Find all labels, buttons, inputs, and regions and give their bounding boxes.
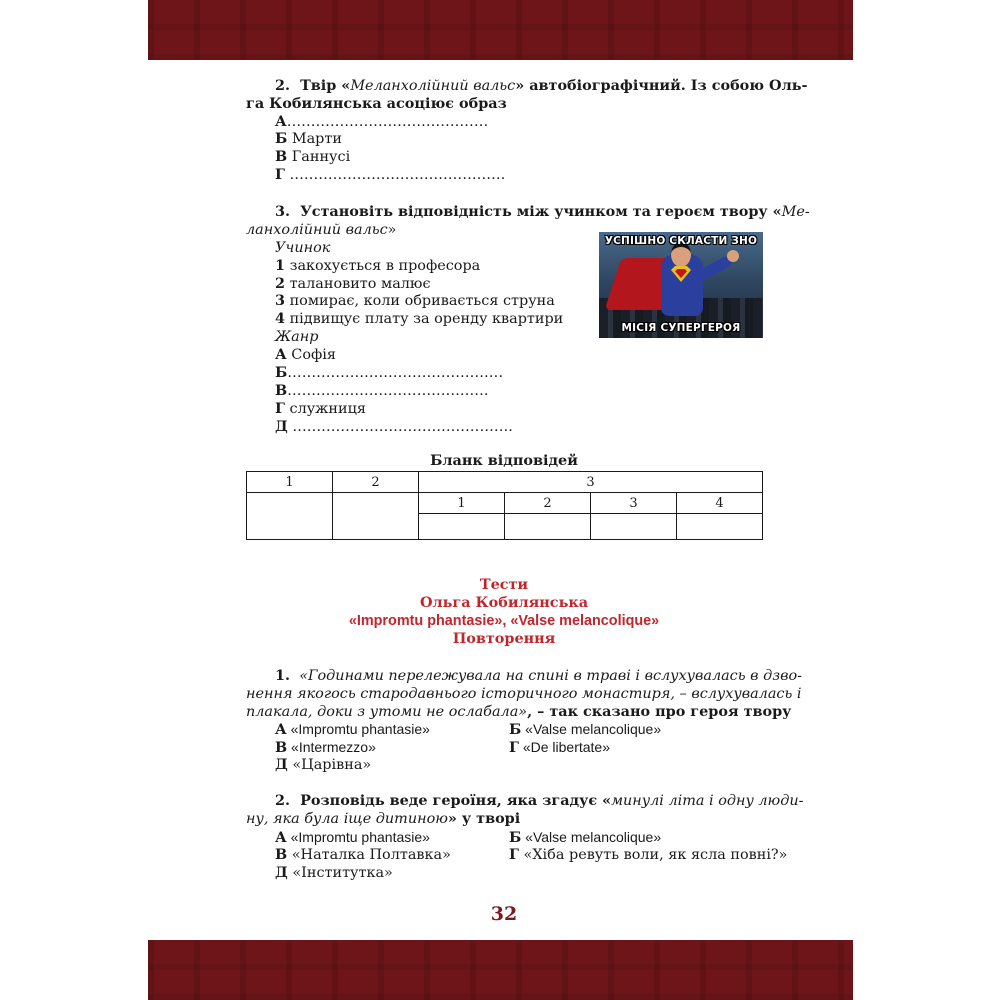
top-decorative-band	[148, 0, 853, 60]
page-number: 32	[490, 903, 518, 925]
q3-answer-c: В……………………………………	[275, 382, 489, 399]
section-subtitle: Повторення	[452, 630, 556, 647]
q3-column-label-genre: Жанр	[275, 329, 319, 345]
q3-item-1: 1 закохується в професора	[275, 257, 481, 274]
q3-answer-a: А Софія	[275, 346, 336, 363]
q3-answer-d: Г служниця	[275, 400, 366, 417]
q2-heading-line2: га Кобилянська асоціює образ	[246, 95, 507, 112]
superhero-meme-image	[599, 232, 763, 338]
t2-option-b: Б «Valse melancolique»	[509, 829, 662, 846]
answer-table-header-2: 2	[333, 472, 419, 493]
t2-heading-line1: 2. Розповідь веде героїня, яка згадує «минулі літа і одну люди-	[275, 792, 804, 809]
q3-answer-b: Б………………………………………	[275, 364, 504, 381]
answer-cell-q3-4[interactable]	[677, 514, 763, 540]
q3-column-label-deed: Учинок	[275, 240, 331, 256]
meme-caption-top: УСПІШНО СКЛАСТИ ЗНО	[604, 235, 758, 247]
answer-cell-q3-3[interactable]	[591, 514, 677, 540]
t2-option-a: А «Impromtu phantasie»	[275, 829, 430, 846]
q3-item-4: 4 підвищує плату за оренду квартири	[275, 310, 564, 327]
t1-option-a: А «Impromtu phantasie»	[275, 721, 430, 738]
answer-table	[246, 471, 763, 540]
t1-quote-line2: нення якогось стародавнього історичного монастиря, – вслухувалась і	[246, 686, 802, 702]
t1-quote-line1: 1. «Годинами перележувала на спині в траві і вслухувалась в дзво-	[275, 667, 802, 684]
q3-heading-line1: 3. Установіть відповідність між учинком та героєм твору «Ме-	[275, 203, 810, 220]
bottom-decorative-band	[148, 940, 853, 1000]
q3-answer-e: Д ……………………………………….	[275, 418, 513, 435]
answer-table-title: Бланк відповідей	[430, 452, 578, 469]
answer-table-sub-3: 3	[591, 493, 677, 514]
answer-cell-q1[interactable]	[247, 493, 333, 540]
answer-table-header-1: 1	[247, 472, 333, 493]
q2-option-c: В Ганнусі	[275, 148, 351, 165]
answer-cell-q3-1[interactable]	[419, 514, 505, 540]
t2-option-d: Г «Хіба ревуть воли, як ясла повні?»	[509, 846, 788, 863]
q3-heading-line2: ланхолійний вальс»	[246, 222, 397, 238]
t2-option-c: В «Наталка Полтавка»	[275, 846, 451, 863]
t1-option-d: Г «De libertate»	[509, 739, 610, 756]
q2-option-b: Б Марти	[275, 130, 342, 147]
t1-option-b: Б «Valse melancolique»	[509, 721, 662, 738]
q2-option-a: А……………………………………	[275, 113, 489, 130]
answer-cell-q2[interactable]	[333, 493, 419, 540]
t1-quote-line3: плакала, доки з утоми не ослабала», – так сказано про героя твору	[246, 703, 792, 720]
q2-option-d: Г ………………………………………	[275, 166, 506, 183]
answer-table-sub-1: 1	[419, 493, 505, 514]
meme-caption-bottom: МІСІЯ СУПЕРГЕРОЯ	[621, 322, 741, 334]
hero-fist	[727, 250, 739, 262]
section-works: «Impromtu phantasie», «Valse melancolique»	[348, 613, 660, 629]
answer-table-header-3: 3	[419, 472, 763, 493]
t1-option-e: Д «Царівна»	[275, 756, 372, 773]
answer-table-sub-4: 4	[677, 493, 763, 514]
t2-heading-line2: ну, яка була іще дитиною» у творі	[246, 810, 521, 827]
t1-option-c: В «Intermezzo»	[275, 739, 376, 756]
section-title-tests: Тести	[479, 576, 529, 593]
t2-option-e: Д «Інститутка»	[275, 864, 393, 881]
q3-item-3: 3 помирає, коли обривається струна	[275, 292, 555, 309]
section-author: Ольга Кобилянська	[419, 594, 589, 611]
q2-heading-line1: 2. Твір «Меланхолійний вальс» автобіографічний. Із собою Оль-	[275, 77, 808, 94]
q3-item-2: 2 талановито малює	[275, 275, 431, 292]
answer-cell-q3-2[interactable]	[505, 514, 591, 540]
answer-table-sub-2: 2	[505, 493, 591, 514]
